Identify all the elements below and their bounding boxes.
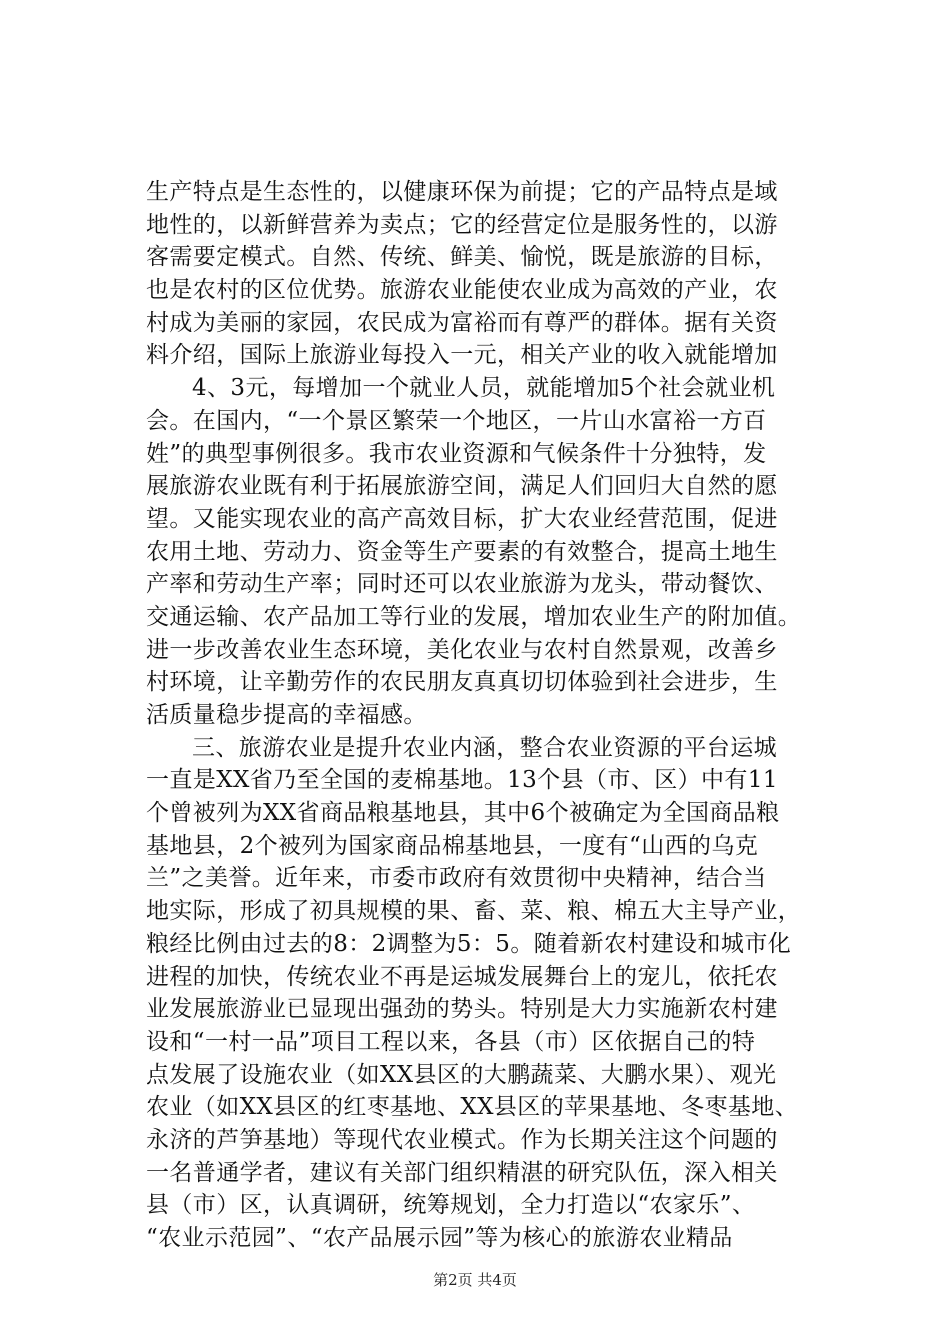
text-line: 点发展了设施农业（如XX县区的大鹏蔬菜、大鹏水果）、观光 [146,1061,777,1088]
text-line: 业发展旅游业已显现出强劲的势头。特别是大力实施新农村建 [146,996,778,1023]
text-line: 料介绍，国际上旅游业每投入一元，相关产业的收入就能增加 [146,342,778,369]
text-line: 生产特点是生态性的，以健康环保为前提；它的产品特点是域 [146,179,778,205]
text-line: 一名普通学者，建议有关部门组织精湛的研究队伍，深入相关 [146,1159,778,1186]
text-line: 产率和劳动生产率；同时还可以农业旅游为龙头，带动餐饮、 [146,571,778,598]
text-line: 农用土地、劳动力、资金等生产要素的有效整合，提高土地生 [146,538,778,565]
text-line: 进程的加快，传统农业不再是运城发展舞台上的宠儿，依托农 [146,963,778,990]
text-line: 兰”之美誉。近年来，市委市政府有效贯彻中央精神，结合当 [146,865,767,892]
text-line: 基地县，2个被列为国家商品棉基地县，一度有“山西的乌克 [146,832,759,859]
text-line: 活质量稳步提高的幸福感。 [146,702,427,728]
page-footer: 第2页 共4页 [433,1271,517,1289]
text-line: 地实际，形成了初具规模的果、畜、菜、粮、棉五大主导产业， [146,898,802,925]
text-line: 地性的，以新鲜营养为卖点；它的经营定位是服务性的，以游 [146,211,778,238]
text-line: 4、3元，每增加一个就业人员，就能增加5个社会就业机 [192,375,776,402]
text-line: 展旅游农业既有利于拓展旅游空间，满足人们回归大自然的愿 [146,473,778,500]
body-text [146,176,836,1255]
text-line: “农业示范园”、“农产品展示园”等为核心的旅游农业精品 [146,1225,733,1251]
text-line: 设和“一村一品”项目工程以来，各县（市）区依据自己的特 [146,1028,756,1055]
text-line: 客需要定模式。自然、传统、鲜美、愉悦，既是旅游的目标， [146,244,778,271]
text-line: 个曾被列为XX省商品粮基地县，其中6个被确定为全国商品粮 [146,800,780,827]
text-line: 粮经比例由过去的8：2调整为5：5。随着新农村建设和城市化 [146,930,792,957]
text-line: 永济的芦笋基地）等现代农业模式。作为长期关注这个问题的 [146,1126,778,1153]
text-line: 进一步改善农业生态环境，美化农业与农村自然景观，改善乡 [146,636,778,663]
text-line: 会。在国内，“一个景区繁荣一个地区，一片山水富裕一方百 [146,407,767,434]
text-line: 姓”的典型事例很多。我市农业资源和气候条件十分独特，发 [146,440,767,467]
text-line: 农业（如XX县区的红枣基地、XX县区的苹果基地、冬枣基地、 [146,1094,799,1121]
text-line: 村环境，让辛勤劳作的农民朋友真真切切体验到社会进步，生 [146,669,778,696]
text-line: 一直是XX省乃至全国的麦棉基地。13个县（市、区）中有11 [146,767,778,794]
text-line: 村成为美丽的家园，农民成为富裕而有尊严的群体。据有关资 [146,309,778,336]
text-line: 交通运输、农产品加工等行业的发展，增加农业生产的附加值。 [146,603,802,630]
text-line: 望。又能实现农业的高产高效目标，扩大农业经营范围，促进 [146,505,778,532]
text-line: 县（市）区，认真调研，统筹规划，全力打造以“农家乐”、 [146,1192,756,1219]
text-line: 三、旅游农业是提升农业内涵，整合农业资源的平台运城 [192,734,777,761]
text-line: 也是农村的区位优势。旅游农业能使农业成为高效的产业，农 [146,277,778,304]
